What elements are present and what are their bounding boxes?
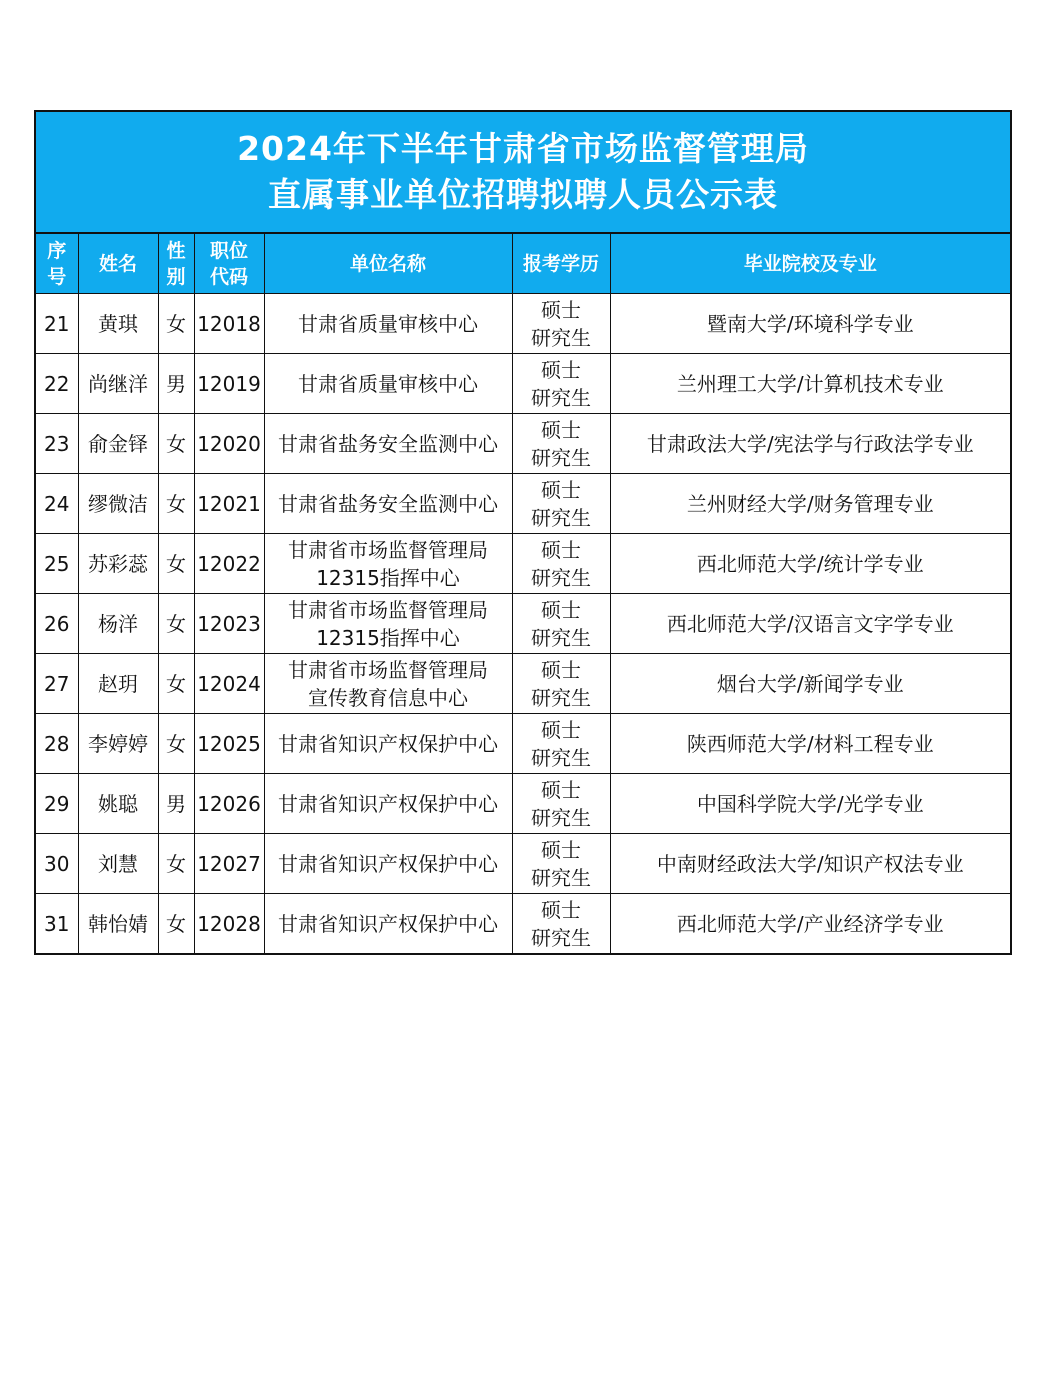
cell-school: 暨南大学/环境科学专业 <box>610 294 1010 354</box>
cell-school: 中南财经政法大学/知识产权法专业 <box>610 834 1010 894</box>
cell-seq: 21 <box>36 294 78 354</box>
cell-name: 苏彩蕊 <box>78 534 158 594</box>
edu-line: 研究生 <box>531 865 591 890</box>
cell-name: 韩怡婧 <box>78 894 158 954</box>
edu-line: 硕士 <box>541 597 581 622</box>
unit-line: 甘肃省市场监督管理局 <box>288 537 488 562</box>
edu-line: 硕士 <box>541 837 581 862</box>
cell-school: 西北师范大学/产业经济学专业 <box>610 894 1010 954</box>
cell-gender: 女 <box>158 834 194 894</box>
cell-edu <box>512 714 610 774</box>
cell-code: 12023 <box>194 594 264 654</box>
cell-seq: 29 <box>36 774 78 834</box>
unit-line: 甘肃省知识产权保护中心 <box>278 851 498 876</box>
cell-seq: 23 <box>36 414 78 474</box>
table-row <box>36 294 1010 354</box>
cell-seq: 25 <box>36 534 78 594</box>
edu-line: 研究生 <box>531 565 591 590</box>
cell-edu <box>512 894 610 954</box>
header-code: 职位 代码 <box>194 234 264 294</box>
unit-line: 12315指挥中心 <box>316 565 460 590</box>
announcement-sheet <box>34 110 1012 955</box>
unit-line: 甘肃省市场监督管理局 <box>288 597 488 622</box>
cell-school: 西北师范大学/统计学专业 <box>610 534 1010 594</box>
cell-edu <box>512 774 610 834</box>
cell-seq: 28 <box>36 714 78 774</box>
table-row <box>36 714 1010 774</box>
cell-gender: 女 <box>158 534 194 594</box>
cell-seq: 27 <box>36 654 78 714</box>
cell-seq: 30 <box>36 834 78 894</box>
title-band <box>36 112 1010 234</box>
cell-name: 李婷婷 <box>78 714 158 774</box>
edu-line: 硕士 <box>541 417 581 442</box>
cell-unit <box>264 474 512 534</box>
edu-line: 研究生 <box>531 925 591 950</box>
cell-gender: 女 <box>158 654 194 714</box>
cell-unit <box>264 354 512 414</box>
cell-school: 中国科学院大学/光学专业 <box>610 774 1010 834</box>
cell-school: 西北师范大学/汉语言文字学专业 <box>610 594 1010 654</box>
cell-seq: 26 <box>36 594 78 654</box>
cell-name: 黄琪 <box>78 294 158 354</box>
edu-line: 研究生 <box>531 805 591 830</box>
cell-edu <box>512 294 610 354</box>
cell-edu <box>512 474 610 534</box>
cell-unit <box>264 294 512 354</box>
unit-line: 甘肃省知识产权保护中心 <box>278 731 498 756</box>
cell-code: 12022 <box>194 534 264 594</box>
cell-unit <box>264 714 512 774</box>
edu-line: 研究生 <box>531 505 591 530</box>
table-header-row <box>36 234 1010 294</box>
table-row <box>36 474 1010 534</box>
cell-code: 12021 <box>194 474 264 534</box>
cell-code: 12025 <box>194 714 264 774</box>
cell-unit <box>264 534 512 594</box>
cell-name: 缪微洁 <box>78 474 158 534</box>
edu-line: 硕士 <box>541 717 581 742</box>
cell-gender: 男 <box>158 774 194 834</box>
header-seq: 序 号 <box>36 234 78 294</box>
table-row <box>36 534 1010 594</box>
cell-gender: 女 <box>158 414 194 474</box>
header-school: 毕业院校及专业 <box>610 234 1010 294</box>
cell-school: 陕西师范大学/材料工程专业 <box>610 714 1010 774</box>
cell-gender: 女 <box>158 294 194 354</box>
cell-edu <box>512 834 610 894</box>
table-row <box>36 654 1010 714</box>
cell-name: 尚继洋 <box>78 354 158 414</box>
edu-line: 硕士 <box>541 477 581 502</box>
cell-school: 甘肃政法大学/宪法学与行政法学专业 <box>610 414 1010 474</box>
cell-unit <box>264 894 512 954</box>
cell-seq: 22 <box>36 354 78 414</box>
cell-name: 杨洋 <box>78 594 158 654</box>
header-name: 姓名 <box>78 234 158 294</box>
cell-code: 12028 <box>194 894 264 954</box>
unit-line: 宣传教育信息中心 <box>308 685 468 710</box>
table-row <box>36 414 1010 474</box>
cell-edu <box>512 654 610 714</box>
cell-code: 12018 <box>194 294 264 354</box>
edu-line: 硕士 <box>541 777 581 802</box>
cell-name: 刘慧 <box>78 834 158 894</box>
unit-line: 甘肃省质量审核中心 <box>298 371 478 396</box>
cell-code: 12020 <box>194 414 264 474</box>
unit-line: 甘肃省盐务安全监测中心 <box>278 431 498 456</box>
edu-line: 研究生 <box>531 685 591 710</box>
applicant-table <box>36 234 1010 953</box>
edu-line: 硕士 <box>541 657 581 682</box>
cell-code: 12026 <box>194 774 264 834</box>
cell-school: 兰州理工大学/计算机技术专业 <box>610 354 1010 414</box>
edu-line: 研究生 <box>531 325 591 350</box>
table-row <box>36 354 1010 414</box>
header-edu: 报考学历 <box>512 234 610 294</box>
cell-unit <box>264 654 512 714</box>
cell-code: 12027 <box>194 834 264 894</box>
cell-unit <box>264 414 512 474</box>
cell-gender: 女 <box>158 714 194 774</box>
unit-line: 甘肃省盐务安全监测中心 <box>278 491 498 516</box>
cell-edu <box>512 414 610 474</box>
cell-edu <box>512 354 610 414</box>
cell-gender: 女 <box>158 894 194 954</box>
cell-seq: 24 <box>36 474 78 534</box>
edu-line: 硕士 <box>541 897 581 922</box>
edu-line: 硕士 <box>541 537 581 562</box>
header-unit: 单位名称 <box>264 234 512 294</box>
cell-unit <box>264 594 512 654</box>
table-row <box>36 834 1010 894</box>
cell-name: 俞金铎 <box>78 414 158 474</box>
cell-gender: 男 <box>158 354 194 414</box>
cell-code: 12019 <box>194 354 264 414</box>
cell-name: 姚聪 <box>78 774 158 834</box>
cell-school: 兰州财经大学/财务管理专业 <box>610 474 1010 534</box>
unit-line: 甘肃省市场监督管理局 <box>288 657 488 682</box>
unit-line: 12315指挥中心 <box>316 625 460 650</box>
edu-line: 研究生 <box>531 385 591 410</box>
edu-line: 研究生 <box>531 625 591 650</box>
unit-line: 甘肃省质量审核中心 <box>298 311 478 336</box>
cell-edu <box>512 534 610 594</box>
edu-line: 研究生 <box>531 445 591 470</box>
cell-school: 烟台大学/新闻学专业 <box>610 654 1010 714</box>
table-row <box>36 774 1010 834</box>
table-row <box>36 594 1010 654</box>
edu-line: 研究生 <box>531 745 591 770</box>
table-row <box>36 894 1010 954</box>
unit-line: 甘肃省知识产权保护中心 <box>278 791 498 816</box>
cell-gender: 女 <box>158 474 194 534</box>
title-line-2: 直属事业单位招聘拟聘人员公示表 <box>268 175 778 214</box>
unit-line: 甘肃省知识产权保护中心 <box>278 911 498 936</box>
edu-line: 硕士 <box>541 357 581 382</box>
cell-seq: 31 <box>36 894 78 954</box>
cell-edu <box>512 594 610 654</box>
cell-unit <box>264 834 512 894</box>
header-gender: 性 别 <box>158 234 194 294</box>
edu-line: 硕士 <box>541 297 581 322</box>
cell-name: 赵玥 <box>78 654 158 714</box>
title-line-1: 2024年下半年甘肃省市场监督管理局 <box>237 129 809 168</box>
cell-code: 12024 <box>194 654 264 714</box>
cell-gender: 女 <box>158 594 194 654</box>
cell-unit <box>264 774 512 834</box>
